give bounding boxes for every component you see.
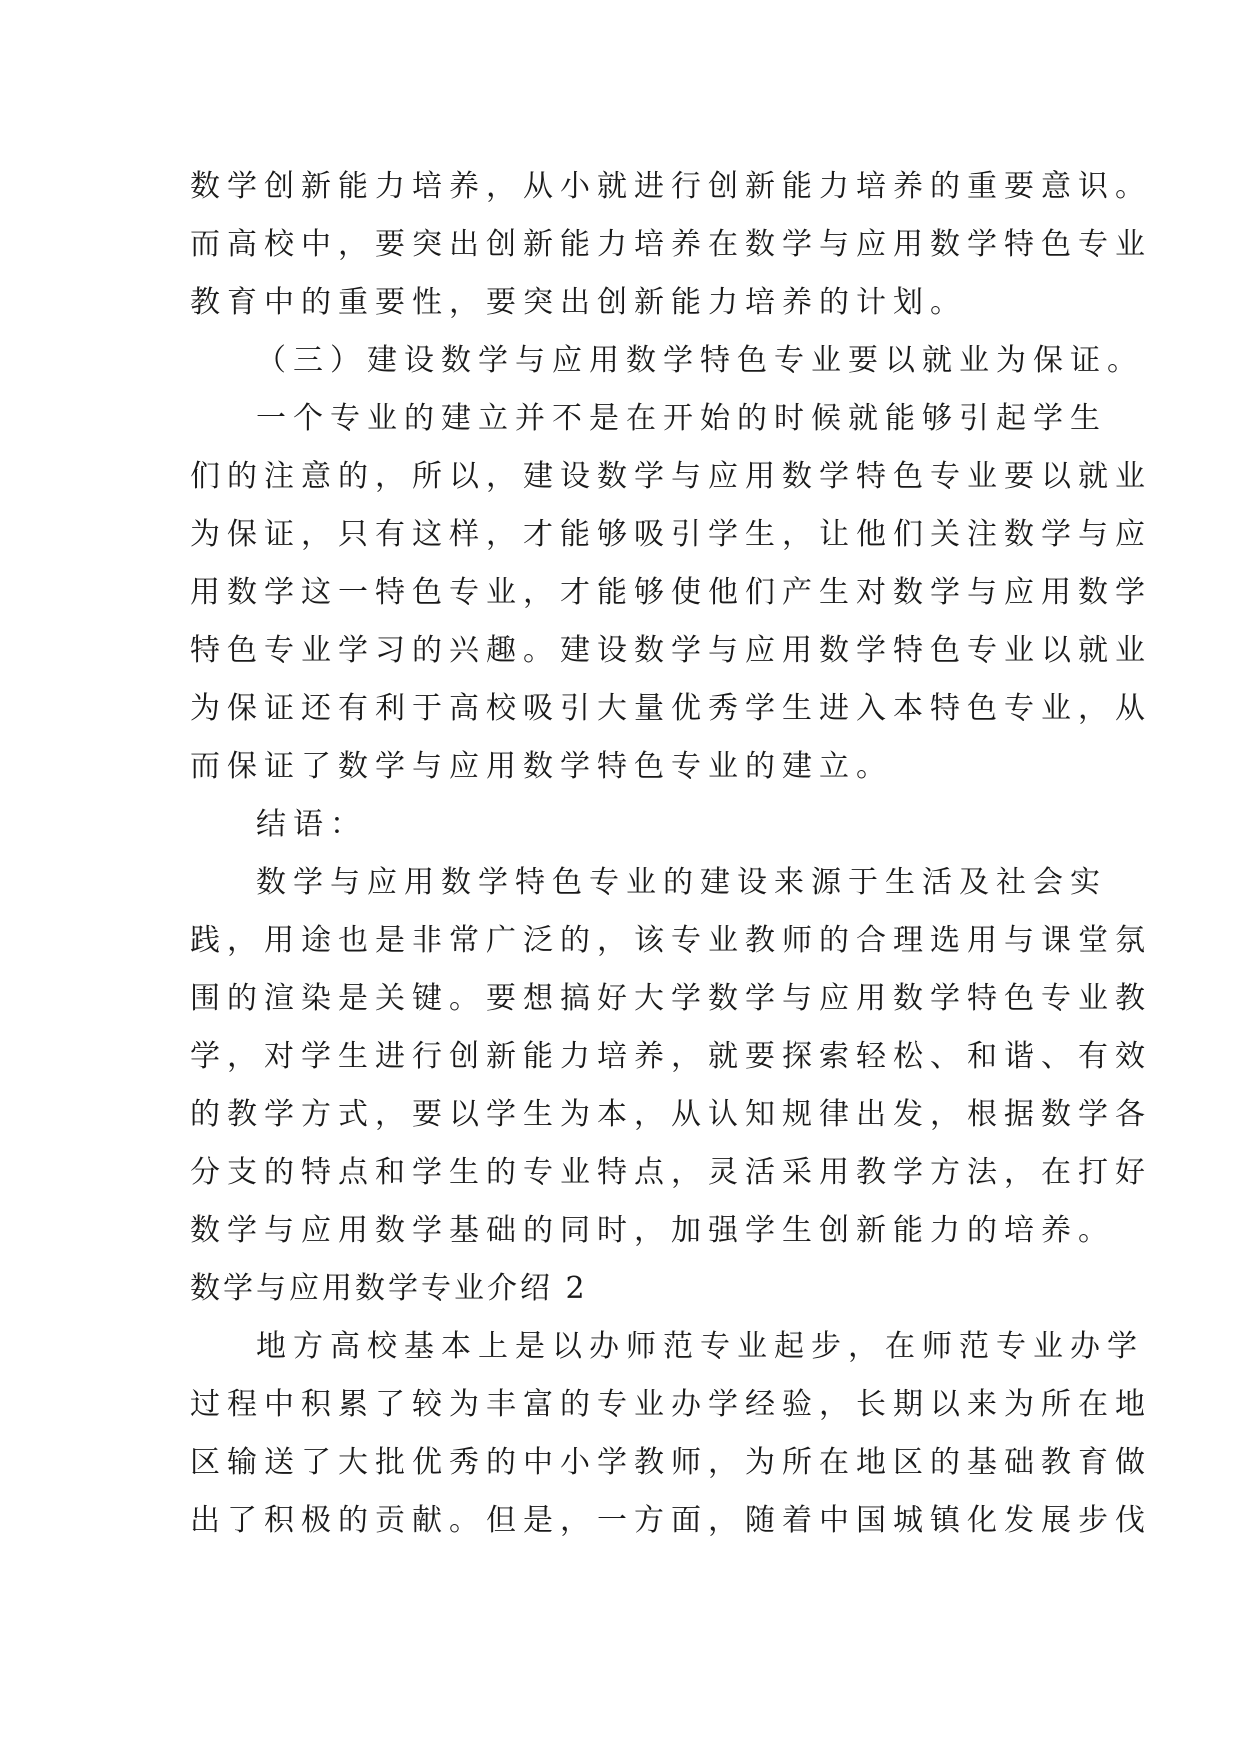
text-line: 们的注意的，所以，建设数学与应用数学特色专业要以就业: [190, 459, 1152, 494]
text-line: 为保证，只有这样，才能够吸引学生，让他们关注数学与应: [190, 517, 1152, 552]
text-line: 出了积极的贡献。但是，一方面，随着中国城镇化发展步伐: [190, 1503, 1152, 1538]
text-line: 为保证还有利于高校吸引大量优秀学生进入本特色专业，从: [190, 691, 1152, 726]
text-line: 数学创新能力培养，从小就进行创新能力培养的重要意识。: [190, 169, 1152, 204]
section-title: 数学与应用数学专业介绍 2: [190, 1271, 588, 1306]
text-line: 过程中积累了较为丰富的专业办学经验，长期以来为所在地: [190, 1387, 1152, 1422]
text-line: 区输送了大批优秀的中小学教师，为所在地区的基础教育做: [190, 1445, 1152, 1480]
text-line: 数学与应用数学特色专业的建设来源于生活及社会实: [256, 865, 1107, 900]
text-line: 数学与应用数学基础的同时，加强学生创新能力的培养。: [190, 1213, 1115, 1248]
text-line: 特色专业学习的兴趣。建设数学与应用数学特色专业以就业: [190, 633, 1152, 668]
text-line: 用数学这一特色专业，才能够使他们产生对数学与应用数学: [190, 575, 1152, 610]
text-line: 分支的特点和学生的专业特点，灵活采用教学方法，在打好: [190, 1155, 1152, 1190]
text-line: 地方高校基本上是以办师范专业起步，在师范专业办学: [256, 1329, 1144, 1364]
text-line: 的教学方式，要以学生为本，从认知规律出发，根据数学各: [190, 1097, 1152, 1132]
text-line: 学，对学生进行创新能力培养，就要探索轻松、和谐、有效: [190, 1039, 1152, 1074]
text-line: 践，用途也是非常广泛的，该专业教师的合理选用与课堂氛: [190, 923, 1152, 958]
text-line: 围的渲染是关键。要想搞好大学数学与应用数学特色专业教: [190, 981, 1152, 1016]
conclusion-heading: 结语：: [256, 807, 367, 842]
text-line: 而保证了数学与应用数学特色专业的建立。: [190, 749, 893, 784]
section-heading: （三）建设数学与应用数学特色专业要以就业为保证。: [256, 343, 1144, 378]
text-line: 一个专业的建立并不是在开始的时候就能够引起学生: [256, 401, 1107, 436]
text-line: 而高校中，要突出创新能力培养在数学与应用数学特色专业: [190, 227, 1152, 262]
text-line: 教育中的重要性，要突出创新能力培养的计划。: [190, 285, 967, 320]
